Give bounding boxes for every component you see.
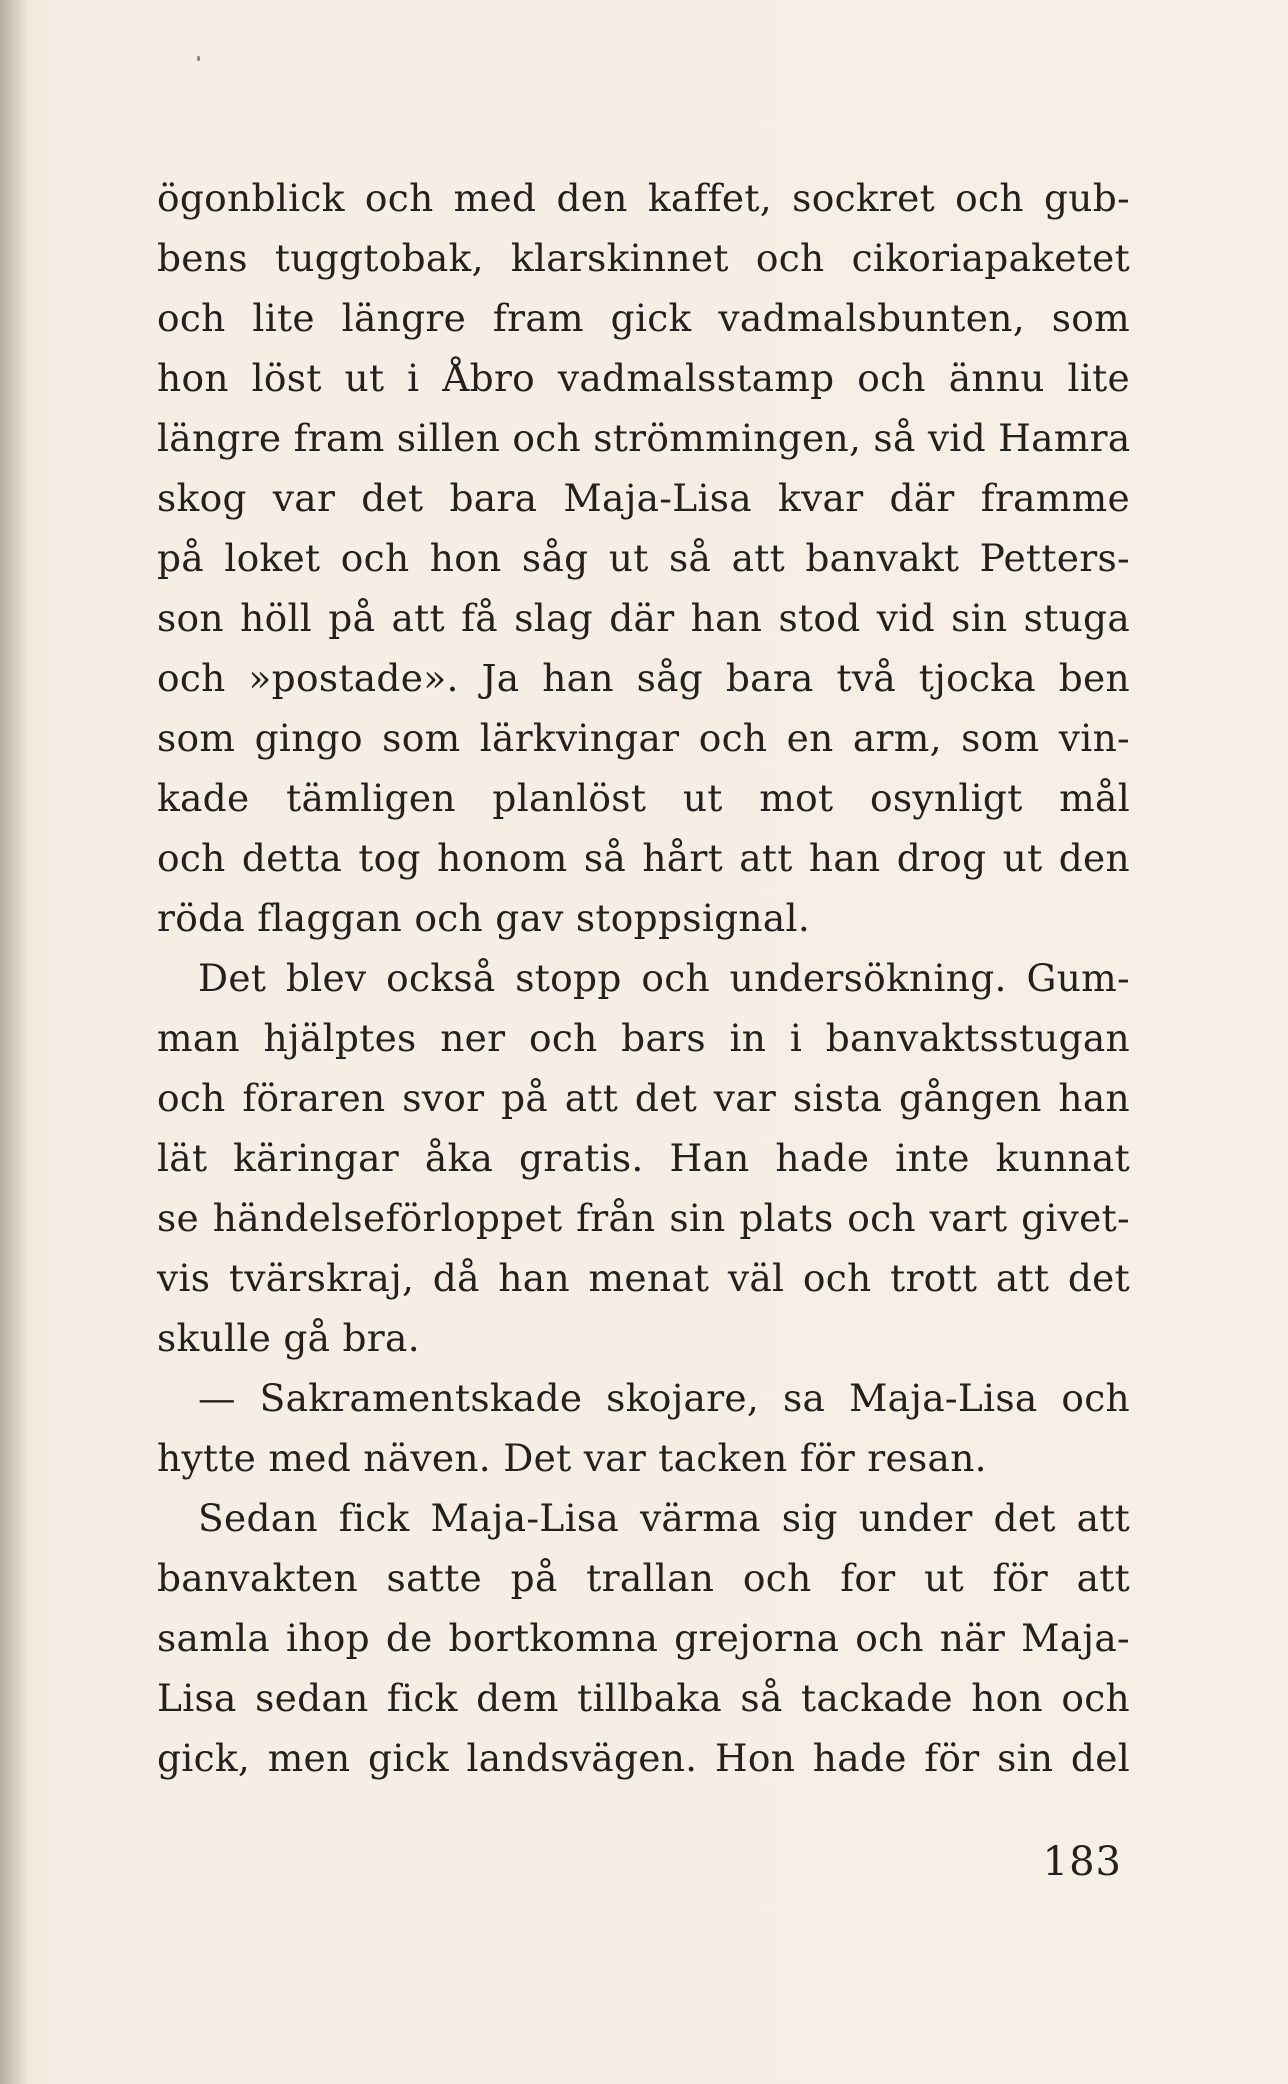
text-line: kade tämligen planlöst ut mot osynligt mål: [157, 776, 1130, 820]
text-line: Lisa sedan fick dem tillbaka så tackade hon och: [157, 1676, 1130, 1720]
text-line: banvakten satte på trallan och for ut för att: [157, 1556, 1130, 1600]
body-text: [157, 168, 1130, 1788]
text-line: gick, men gick landsvägen. Hon hade för sin del: [157, 1736, 1130, 1780]
text-line: lät käringar åka gratis. Han hade inte kunnat: [157, 1136, 1130, 1180]
text-line: och lite längre fram gick vadmalsbunten, som: [157, 296, 1130, 340]
text-line: röda flaggan och gav stoppsignal.: [157, 896, 811, 940]
text-line: längre fram sillen och strömmingen, så vid Hamra: [157, 416, 1131, 460]
text-line: — Sakramentskade skojare, sa Maja-Lisa och: [198, 1376, 1130, 1420]
binding-shadow: [0, 0, 28, 2084]
text-line: bens tuggtobak, klarskinnet och cikoriapaketet: [157, 236, 1130, 280]
text-line: och föraren svor på att det var sista gången han: [157, 1076, 1130, 1120]
text-line: och »postade». Ja han såg bara två tjocka ben: [157, 656, 1130, 700]
text-line: samla ihop de bortkomna grejorna och när Maja-: [157, 1616, 1130, 1660]
text-line: hytte med näven. Det var tacken för resan.: [157, 1436, 987, 1480]
page-number: 183: [1042, 1839, 1122, 1885]
text-line: på loket och hon såg ut så att banvakt Petters-: [157, 536, 1130, 580]
text-line: och detta tog honom så hårt att han drog ut den: [157, 836, 1130, 880]
text-line: som gingo som lärkvingar och en arm, som vin-: [157, 716, 1130, 760]
text-line: vis tvärskraj, då han menat väl och trott att det: [157, 1256, 1130, 1300]
text-line: skog var det bara Maja-Lisa kvar där framme: [157, 476, 1130, 520]
text-line: se händelseförloppet från sin plats och vart givet-: [157, 1196, 1130, 1240]
text-line: son höll på att få slag där han stod vid sin stuga: [157, 596, 1130, 640]
text-line: ögonblick och med den kaffet, sockret och gub-: [157, 176, 1130, 220]
text-line: man hjälptes ner och bars in i banvaktsstugan: [157, 1016, 1130, 1060]
text-line: Sedan fick Maja-Lisa värma sig under det att: [198, 1496, 1130, 1540]
paper-speck: [197, 56, 200, 61]
text-line: Det blev också stopp och undersökning. Gum-: [198, 956, 1130, 1000]
text-line: skulle gå bra.: [157, 1316, 420, 1360]
text-line: hon löst ut i Åbro vadmalsstamp och ännu lite: [157, 356, 1130, 400]
